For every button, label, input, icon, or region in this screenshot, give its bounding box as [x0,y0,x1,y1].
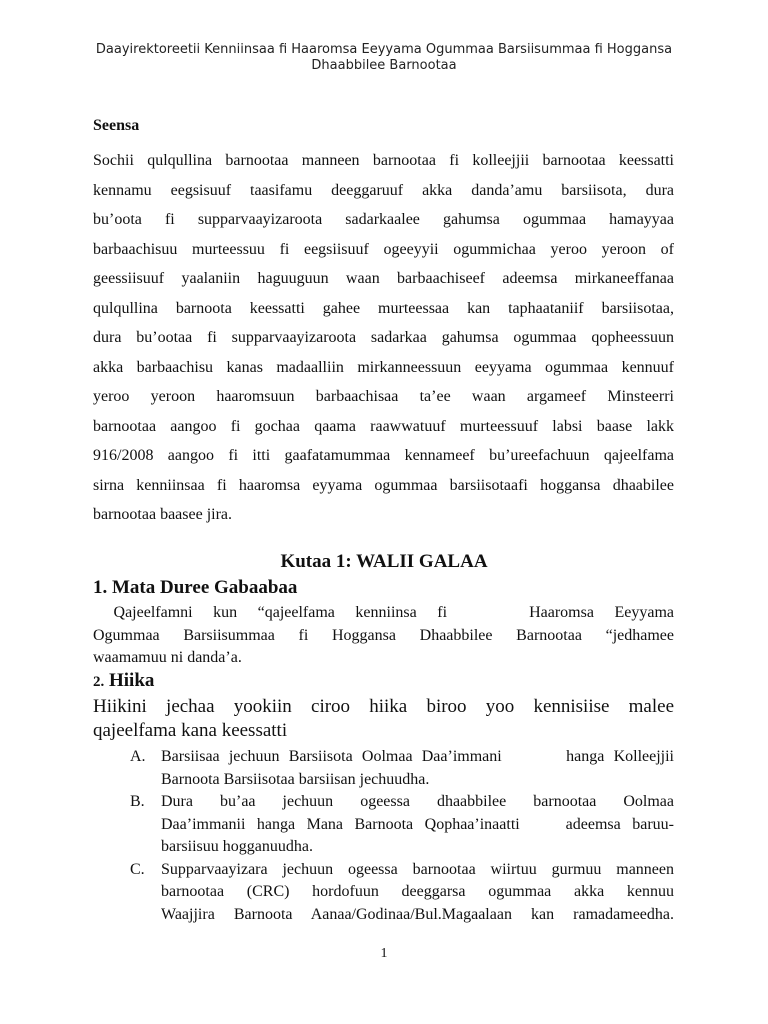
page-number: 1 [380,946,388,961]
section-1-heading: 1. Mata Duree Gabaabaa [93,577,298,598]
paragraph-line: dura bu’ootaa fi supparvaayizaroota sadarkaa gahumsa ogummaa qopheessuun [93,329,674,346]
paragraph-line: qajeelfama kana keessatti [93,720,288,741]
list-item-line: Waajjira Barnoota Aanaa/Godinaa/Bul.Magaalaan kan ramadameedha. [161,905,674,923]
list-item-letter: A. [130,748,146,765]
section-2-heading [93,670,154,692]
chapter-title: Kutaa 1: WALII GALAA [280,551,488,572]
list-item-line: Dura bu’aa jechuun ogeessa dhaabbilee barnootaa Oolmaa [161,793,674,810]
definitions-list [130,746,674,926]
list-item-letter: B. [130,793,145,810]
list-item-line: Supparvaayizara jechuun ogeessa barnootaa wiirtuu gurmuu manneen [161,860,674,878]
paragraph-line: 916/2008 aangoo fi itti gaafatamummaa kennameef bu’ureefachuun qajeelfama [93,447,674,464]
paragraph-line: Ogummaa Barsiisummaa fi Hoggansa Dhaabbilee Barnootaa “jedhamee [93,626,674,644]
paragraph-line: geessiisuuf yaalaniin haguuguun waan barbaachiseef adeemsa mirkaneeffanaa [93,270,674,287]
paragraph-line: Qajeelfamni kun “qajeelfama kenniinsa fi Haaromsa Eeyyama [93,604,674,621]
section-2-paragraph [93,695,674,743]
paragraph-line: qulqullina barnoota keessatti gahee murteessaa kan taphaataniif barsiisotaa, [93,299,674,317]
list-item-line: barnootaa (CRC) hordofuun deeggarsa ogummaa akka kennuu [161,883,674,900]
list-item [130,859,674,927]
section-2-title: Hiika [109,670,155,691]
paragraph-line: barnootaa baasee jira. [93,506,233,523]
paragraph-line: yeroo yeroon haaromsuun barbaachisaa ta’ee waan argameef Minsteerri [93,388,674,405]
paragraph-line: Hiikini jechaa yookiin ciroo hiika biroo yoo kennisiise malee [93,696,674,717]
list-item-line: Barsiisaa jechuun Barsiisota Oolmaa Daa’immani hanga Kolleejjii [161,748,674,765]
paragraph-line: barbaachisuu murteessuu fi eegsiisuuf ogeeyyii ogummichaa yeroo yeroon of [93,240,674,258]
list-item-line: Barnoota Barsiisotaa barsiisan jechuudha. [161,770,430,788]
list-item [130,791,674,859]
paragraph-line: kennamu eegsisuuf taasifamu deeggaruuf akka danda’amu barsiisota, dura [93,181,674,199]
list-item-line: barsiisuu hogganuudha. [161,838,313,855]
section-2-number: 2. [93,674,105,690]
seensa-paragraph [93,146,674,530]
paragraph-line: bu’oota fi supparvaayizaroota sadarkaalee gahumsa ogummaa hamayyaa [93,211,674,228]
list-item-line: Daa’immanii hanga Mana Barnoota Qophaa’inaatti adeemsa baruu- [161,815,674,833]
list-item-letter: C. [130,860,145,878]
paragraph-line: Sochii qulqullina barnootaa manneen barnootaa fi kolleejjii barnootaa keessatti [93,152,674,169]
page-header [60,42,708,74]
paragraph-line: sirna kenniinsaa fi haaromsa eyyama ogummaa barsiisotaafi hoggansa dhaabilee [93,476,674,494]
list-item [130,746,674,791]
paragraph-line: barnootaa aangoo fi gochaa qaama raawwatuuf murteessuuf labsi baase lakk [93,417,674,435]
header-line-2: Dhaabbilee Barnootaa [311,58,457,73]
section-1-paragraph [93,602,674,670]
paragraph-line: waamamuu ni danda’a. [93,649,242,666]
header-line-1: Daayirektoreetii Kenniinsaa fi Haaromsa Eeyyama Ogummaa Barsiisummaa fi Hoggansa [95,42,673,57]
paragraph-line: akka barbaachisu kanas madaalliin mirkanneessuun eeyyama ogummaa kennuuf [93,358,674,376]
seensa-heading: Seensa [93,117,140,134]
